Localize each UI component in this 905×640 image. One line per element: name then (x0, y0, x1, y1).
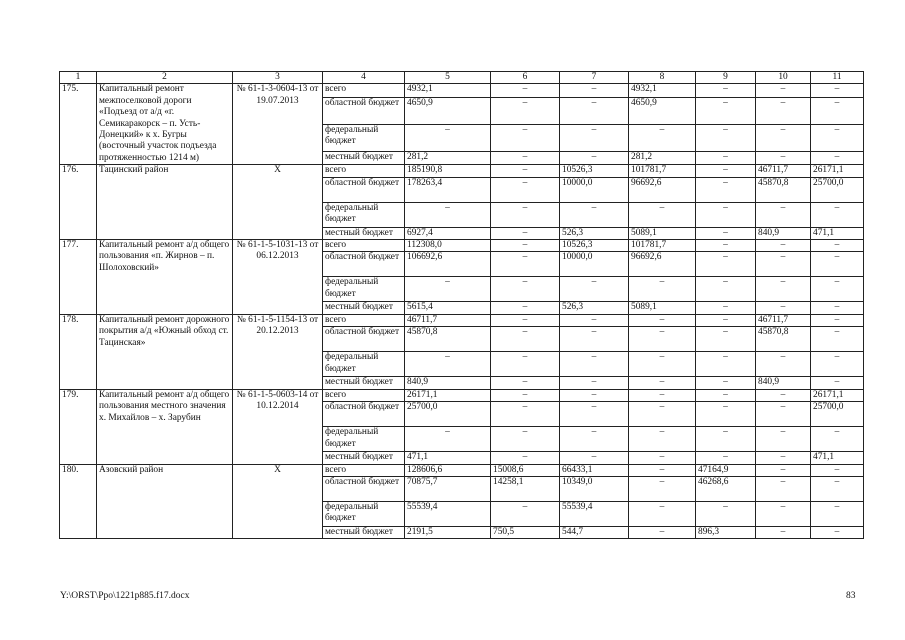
column-header: 1 (60, 72, 97, 84)
amount-cell: – (560, 327, 629, 352)
amount-cell: 46268,6 (696, 476, 756, 501)
row-number: 177. (60, 240, 97, 315)
funding-source-label: всего (323, 314, 405, 326)
amount-cell: 101781,7 (629, 240, 696, 252)
amount-cell: – (756, 464, 811, 476)
amount-cell: – (811, 302, 864, 314)
amount-cell: 15008,6 (491, 464, 560, 476)
amount-cell: – (696, 202, 756, 227)
amount-cell: – (756, 252, 811, 277)
document-reference: № 61-1-5-0603-14 от 10.12.2014 (233, 389, 323, 464)
row-number: 180. (60, 464, 97, 539)
amount-cell: – (629, 327, 696, 352)
amount-cell: – (696, 501, 756, 526)
amount-cell: – (756, 240, 811, 252)
object-name: Капитальный ремонт а/д общего пользования «п. Жирнов – п. Шолоховский» (97, 240, 233, 315)
funding-source-label: местный бюджет (323, 227, 405, 239)
amount-cell: 840,9 (405, 377, 491, 389)
amount-cell: 45870,8 (756, 327, 811, 352)
amount-cell: 471,1 (811, 227, 864, 239)
funding-source-label: местный бюджет (323, 452, 405, 464)
funding-source-label: областной бюджет (323, 402, 405, 427)
amount-cell: – (560, 452, 629, 464)
amount-cell: – (491, 227, 560, 239)
amount-cell: – (405, 277, 491, 302)
amount-cell: 4650,9 (629, 97, 696, 124)
amount-cell: 112308,0 (405, 240, 491, 252)
column-header: 9 (696, 72, 756, 84)
amount-cell: – (756, 476, 811, 501)
amount-cell: 10000,0 (560, 252, 629, 277)
amount-cell: 96692,6 (629, 177, 696, 202)
amount-cell: – (756, 302, 811, 314)
amount-cell: – (811, 526, 864, 538)
amount-cell: – (629, 389, 696, 401)
amount-cell: – (696, 402, 756, 427)
budget-table (59, 71, 864, 539)
amount-cell: – (491, 389, 560, 401)
funding-source-label: федеральный бюджет (323, 277, 405, 302)
amount-cell: – (811, 377, 864, 389)
amount-cell: – (560, 84, 629, 97)
amount-cell: – (560, 427, 629, 452)
amount-cell: – (811, 352, 864, 377)
amount-cell: – (491, 402, 560, 427)
amount-cell: – (756, 124, 811, 151)
amount-cell: 128606,6 (405, 464, 491, 476)
table-row (60, 389, 864, 401)
amount-cell: – (756, 389, 811, 401)
amount-cell: – (491, 501, 560, 526)
amount-cell: – (491, 314, 560, 326)
amount-cell: – (491, 252, 560, 277)
amount-cell: – (811, 202, 864, 227)
amount-cell: – (629, 352, 696, 377)
amount-cell: 526,3 (560, 302, 629, 314)
amount-cell: – (696, 427, 756, 452)
column-header: 6 (491, 72, 560, 84)
amount-cell: 5089,1 (629, 227, 696, 239)
object-name: Азовский район (97, 464, 233, 539)
amount-cell: 10526,3 (560, 165, 629, 177)
amount-cell: – (696, 240, 756, 252)
page-number: 83 (846, 591, 856, 601)
amount-cell: 2191,5 (405, 526, 491, 538)
amount-cell: – (405, 427, 491, 452)
amount-cell: – (811, 252, 864, 277)
amount-cell: 544,7 (560, 526, 629, 538)
amount-cell: 55539,4 (405, 501, 491, 526)
table-row (60, 84, 864, 97)
amount-cell: – (629, 476, 696, 501)
amount-cell: – (811, 84, 864, 97)
amount-cell: – (811, 277, 864, 302)
amount-cell: – (491, 97, 560, 124)
table-row (60, 165, 864, 177)
table-row (60, 240, 864, 252)
amount-cell: 6927,4 (405, 227, 491, 239)
column-header: 4 (323, 72, 405, 84)
amount-cell: – (756, 452, 811, 464)
amount-cell: – (696, 84, 756, 97)
amount-cell: – (560, 277, 629, 302)
funding-source-label: всего (323, 464, 405, 476)
amount-cell: – (405, 124, 491, 151)
row-number: 179. (60, 389, 97, 464)
funding-source-label: местный бюджет (323, 151, 405, 164)
amount-cell: 46711,7 (756, 165, 811, 177)
amount-cell: – (696, 327, 756, 352)
funding-source-label: областной бюджет (323, 97, 405, 124)
amount-cell: – (756, 151, 811, 164)
amount-cell: 526,3 (560, 227, 629, 239)
amount-cell: – (811, 124, 864, 151)
amount-cell: – (491, 327, 560, 352)
amount-cell: 26171,1 (405, 389, 491, 401)
funding-source-label: всего (323, 240, 405, 252)
amount-cell: – (629, 314, 696, 326)
object-name: Тацинский район (97, 165, 233, 240)
funding-source-label: местный бюджет (323, 377, 405, 389)
amount-cell: – (756, 202, 811, 227)
amount-cell: 178263,4 (405, 177, 491, 202)
funding-source-label: областной бюджет (323, 476, 405, 501)
amount-cell: – (811, 476, 864, 501)
amount-cell: – (756, 352, 811, 377)
amount-cell: 281,2 (405, 151, 491, 164)
amount-cell: – (491, 165, 560, 177)
amount-cell: 45870,8 (405, 327, 491, 352)
amount-cell: – (696, 151, 756, 164)
amount-cell: – (811, 314, 864, 326)
amount-cell: 185190,8 (405, 165, 491, 177)
column-header: 5 (405, 72, 491, 84)
amount-cell: 896,3 (696, 526, 756, 538)
amount-cell: – (491, 84, 560, 97)
amount-cell: – (811, 501, 864, 526)
amount-cell: – (811, 327, 864, 352)
amount-cell: – (696, 227, 756, 239)
amount-cell: 101781,7 (629, 165, 696, 177)
amount-cell: – (560, 402, 629, 427)
amount-cell: – (811, 151, 864, 164)
column-header: 11 (811, 72, 864, 84)
amount-cell: 10526,3 (560, 240, 629, 252)
amount-cell: – (629, 526, 696, 538)
column-header: 2 (97, 72, 233, 84)
amount-cell: – (491, 277, 560, 302)
table-row (60, 314, 864, 326)
amount-cell: – (696, 314, 756, 326)
amount-cell: – (696, 389, 756, 401)
amount-cell: 46711,7 (405, 314, 491, 326)
document-reference: № 61-1-5-1031-13 от 06.12.2013 (233, 240, 323, 315)
amount-cell: 26171,1 (811, 165, 864, 177)
funding-source-label: федеральный бюджет (323, 427, 405, 452)
amount-cell: – (629, 202, 696, 227)
amount-cell: – (629, 501, 696, 526)
amount-cell: 106692,6 (405, 252, 491, 277)
funding-source-label: всего (323, 165, 405, 177)
amount-cell: – (629, 124, 696, 151)
amount-cell: – (491, 124, 560, 151)
amount-cell: 55539,4 (560, 501, 629, 526)
amount-cell: – (811, 464, 864, 476)
amount-cell: – (756, 277, 811, 302)
amount-cell: – (696, 165, 756, 177)
column-header: 7 (560, 72, 629, 84)
column-header: 3 (233, 72, 323, 84)
amount-cell: 471,1 (811, 452, 864, 464)
amount-cell: – (696, 377, 756, 389)
amount-cell: – (491, 427, 560, 452)
document-reference: № 61-1-5-1154-13 от 20.12.2013 (233, 314, 323, 389)
amount-cell: – (560, 377, 629, 389)
amount-cell: – (560, 389, 629, 401)
amount-cell: – (696, 252, 756, 277)
document-reference: Х (233, 464, 323, 539)
table-row (60, 464, 864, 476)
amount-cell: – (560, 124, 629, 151)
amount-cell: – (696, 124, 756, 151)
amount-cell: – (491, 302, 560, 314)
funding-source-label: областной бюджет (323, 327, 405, 352)
document-reference: № 61-1-3-0604-13 от 19.07.2013 (233, 84, 323, 165)
amount-cell: 5089,1 (629, 302, 696, 314)
object-name: Капитальный ремонт дорожного покрытия а/д «Южный обход ст. Тацинская» (97, 314, 233, 389)
amount-cell: – (696, 97, 756, 124)
amount-cell: – (491, 452, 560, 464)
object-name: Капитальный ремонт межпоселковой дороги «Подъезд от а/д «г. Семикаракорск – п. Усть-Донецкий» к х. Бугры (восточный участок подъезда протяженностью 1214 м) (97, 84, 233, 165)
amount-cell: 4932,1 (405, 84, 491, 97)
row-number: 178. (60, 314, 97, 389)
file-path: Y:\ORST\Ppo\1221p885.f17.docx (60, 591, 190, 601)
amount-cell: – (491, 151, 560, 164)
amount-cell: – (811, 97, 864, 124)
amount-cell: – (629, 277, 696, 302)
amount-cell: 840,9 (756, 227, 811, 239)
amount-cell: – (405, 202, 491, 227)
amount-cell: 25700,0 (811, 177, 864, 202)
amount-cell: 66433,1 (560, 464, 629, 476)
amount-cell: 70875,7 (405, 476, 491, 501)
amount-cell: 25700,0 (405, 402, 491, 427)
funding-source-label: федеральный бюджет (323, 124, 405, 151)
amount-cell: 26171,1 (811, 389, 864, 401)
amount-cell: – (629, 452, 696, 464)
amount-cell: – (560, 202, 629, 227)
amount-cell: – (756, 402, 811, 427)
amount-cell: 25700,0 (811, 402, 864, 427)
amount-cell: – (696, 277, 756, 302)
funding-source-label: областной бюджет (323, 177, 405, 202)
amount-cell: – (811, 240, 864, 252)
amount-cell: – (756, 526, 811, 538)
funding-source-label: федеральный бюджет (323, 202, 405, 227)
amount-cell: – (629, 377, 696, 389)
amount-cell: 281,2 (629, 151, 696, 164)
amount-cell: – (560, 97, 629, 124)
amount-cell: 46711,7 (756, 314, 811, 326)
amount-cell: 14258,1 (491, 476, 560, 501)
amount-cell: 10000,0 (560, 177, 629, 202)
amount-cell: – (756, 84, 811, 97)
amount-cell: 47164,9 (696, 464, 756, 476)
amount-cell: – (629, 427, 696, 452)
amount-cell: – (756, 501, 811, 526)
amount-cell: – (560, 352, 629, 377)
amount-cell: – (811, 427, 864, 452)
column-header: 10 (756, 72, 811, 84)
amount-cell: 4650,9 (405, 97, 491, 124)
amount-cell: 840,9 (756, 377, 811, 389)
amount-cell: – (560, 314, 629, 326)
amount-cell: – (491, 352, 560, 377)
amount-cell: 750,5 (491, 526, 560, 538)
amount-cell: – (696, 352, 756, 377)
amount-cell: – (491, 202, 560, 227)
amount-cell: – (696, 452, 756, 464)
amount-cell: 45870,8 (756, 177, 811, 202)
table-body (60, 84, 864, 539)
funding-source-label: областной бюджет (323, 252, 405, 277)
amount-cell: – (756, 427, 811, 452)
funding-source-label: всего (323, 389, 405, 401)
table-header-row (60, 72, 864, 84)
amount-cell: – (491, 240, 560, 252)
funding-source-label: местный бюджет (323, 526, 405, 538)
document-reference: Х (233, 165, 323, 240)
amount-cell: 10349,0 (560, 476, 629, 501)
row-number: 176. (60, 165, 97, 240)
funding-source-label: федеральный бюджет (323, 352, 405, 377)
amount-cell: – (696, 302, 756, 314)
amount-cell: 96692,6 (629, 252, 696, 277)
amount-cell: – (629, 402, 696, 427)
amount-cell: 4932,1 (629, 84, 696, 97)
amount-cell: – (696, 177, 756, 202)
column-header: 8 (629, 72, 696, 84)
amount-cell: 5615,4 (405, 302, 491, 314)
funding-source-label: федеральный бюджет (323, 501, 405, 526)
amount-cell: – (560, 151, 629, 164)
funding-source-label: всего (323, 84, 405, 97)
amount-cell: – (491, 177, 560, 202)
funding-source-label: местный бюджет (323, 302, 405, 314)
amount-cell: – (756, 97, 811, 124)
amount-cell: – (491, 377, 560, 389)
amount-cell: – (405, 352, 491, 377)
object-name: Капитальный ремонт а/д общего пользования местного значения х. Михайлов – х. Зарубин (97, 389, 233, 464)
amount-cell: 471,1 (405, 452, 491, 464)
row-number: 175. (60, 84, 97, 165)
amount-cell: – (629, 464, 696, 476)
